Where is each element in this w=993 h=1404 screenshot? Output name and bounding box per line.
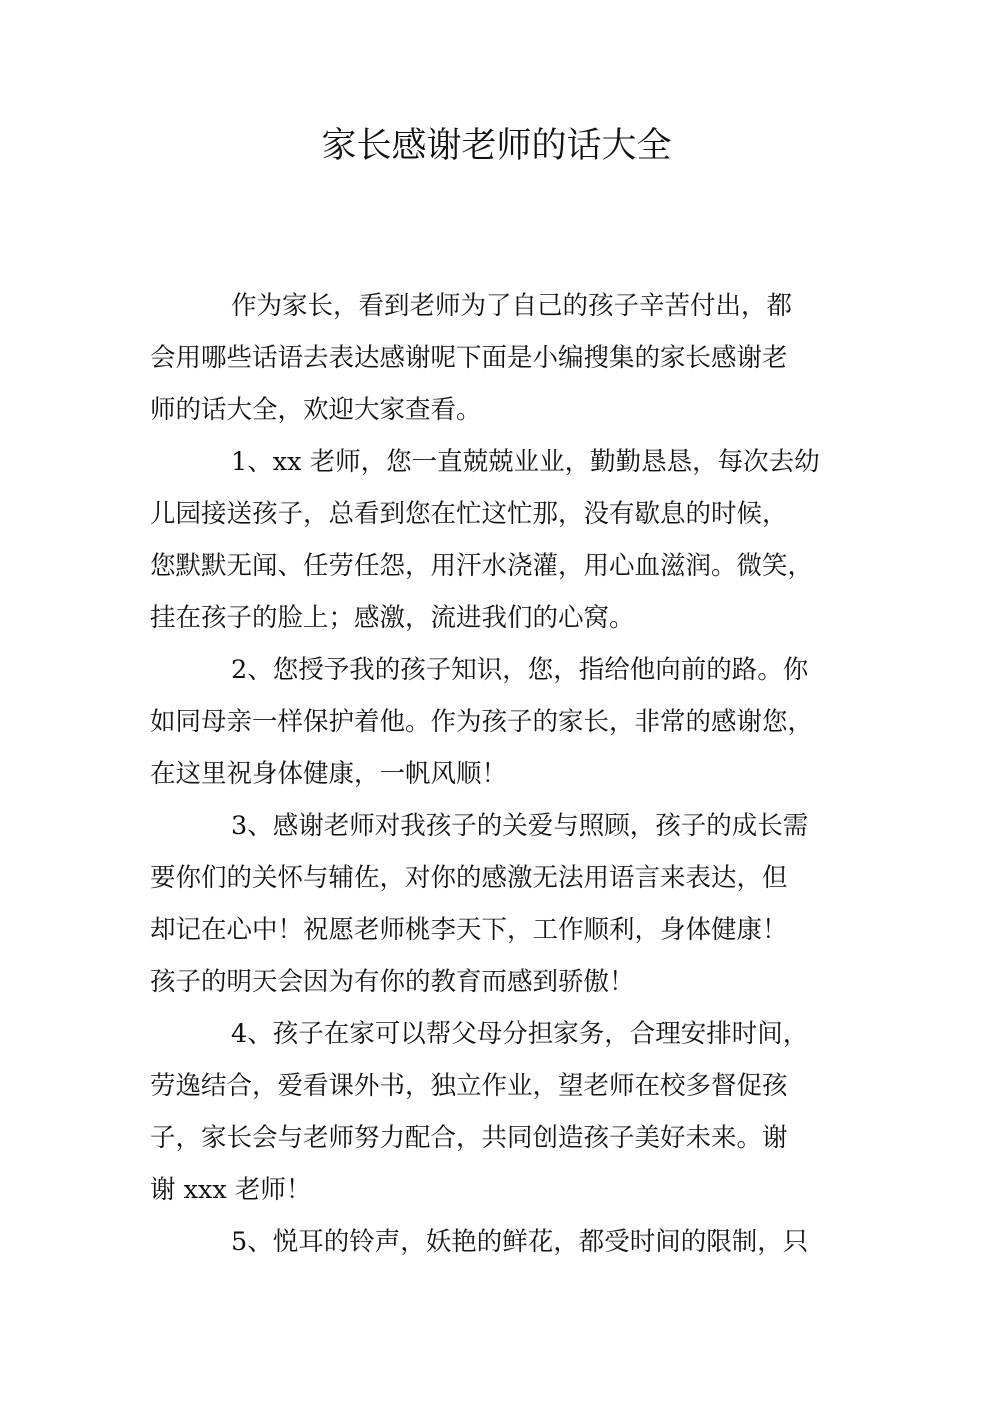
paragraph-intro-line-1: 作为家长，看到老师为了自己的孩子辛苦付出，都 <box>231 291 793 321</box>
paragraph-3-line-1: 3、感谢老师对我孩子的关爱与照顾，孩子的成长需 <box>231 811 809 841</box>
paragraph-intro-line-3: 师的话大全，欢迎大家查看。 <box>150 395 482 425</box>
paragraph-3-line-3: 却记在心中！祝愿老师桃李天下，工作顺利，身体健康！ <box>150 915 788 945</box>
paragraph-3-line-4: 孩子的明天会因为有你的教育而感到骄傲！ <box>150 967 635 997</box>
paragraph-3-line-2: 要你们的关怀与辅佐，对你的感激无法用语言来表达，但 <box>150 863 788 893</box>
paragraph-1-line-4: 挂在孩子的脸上；感激，流进我们的心窝。 <box>150 603 635 633</box>
paragraph-2-line-2: 如同母亲一样保护着他。作为孩子的家长，非常的感谢您， <box>150 707 814 737</box>
document-title: 家长感谢老师的话大全 <box>321 126 672 166</box>
paragraph-2-line-1: 2、您授予我的孩子知识，您，指给他向前的路。你 <box>231 655 809 685</box>
paragraph-2-line-3: 在这里祝身体健康，一帆风顺！ <box>150 759 508 789</box>
paragraph-5-line-1: 5、悦耳的铃声，妖艳的鲜花，都受时间的限制，只 <box>231 1227 809 1257</box>
paragraph-1-line-3: 您默默无闻、任劳任怨，用汗水浇灌，用心血滋润。微笑， <box>150 551 814 581</box>
paragraph-4-line-4: 谢 xxx 老师！ <box>150 1175 312 1205</box>
paragraph-1-line-1: 1、xx 老师，您一直兢兢业业，勤勤恳恳，每次去幼 <box>231 447 820 477</box>
paragraph-4-line-2: 劳逸结合，爱看课外书，独立作业，望老师在校多督促孩 <box>150 1071 788 1101</box>
paragraph-4-line-3: 子，家长会与老师努力配合，共同创造孩子美好未来。谢 <box>150 1123 788 1153</box>
paragraph-4-line-1: 4、孩子在家可以帮父母分担家务，合理安排时间， <box>231 1019 809 1049</box>
paragraph-1-line-2: 儿园接送孩子，总看到您在忙这忙那，没有歇息的时候， <box>150 499 788 529</box>
paragraph-intro-line-2: 会用哪些话语去表达感谢呢下面是小编搜集的家长感谢老 <box>150 343 788 373</box>
